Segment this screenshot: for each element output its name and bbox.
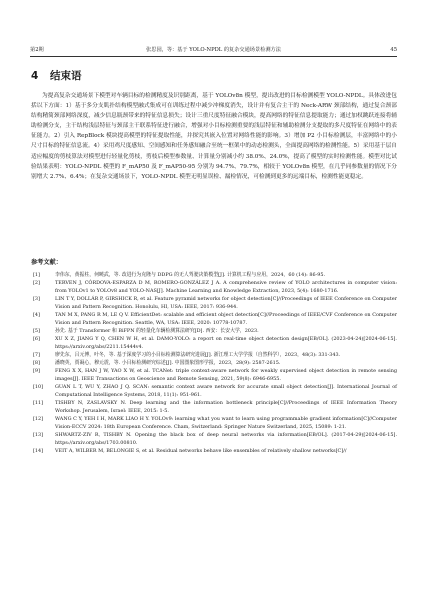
references-heading: 参考文献： xyxy=(31,259,62,266)
reference-item xyxy=(31,415,397,431)
reference-item xyxy=(31,431,397,447)
reference-index: [11] xyxy=(33,400,44,406)
reference-text: 孙先. 基于 Transformer 和 BiFPN 的轻量化车辆检测算法研究[D]. 西安：长安大学，2023. xyxy=(55,328,259,334)
conclusion-paragraph: 为提高复杂交通场景下模型对车辆目标的检测精度及识别距离，基于 YOLOv8n 模型，提出改进的目标检测模型 YOLO-NPDL。具体改进包括以下方面：1）基于多分支肌扑结构模型融式集成可在训练过程中减少冲梯度消失，设计并有复合主干的 Neck-ARW 颈部结构，通过复合颈部结构精简颈部网络深度，减少信息瓶颈带来的特征信息损失；设计三重尺度特征融合模块，提高网络的特征信息提取能力；通过加权跳跃连接将辅助检测分支，主干结构浅层特征与颈部主干联系特征进行融合，增强对小目标检测重要的浅层特征和辅助检测分支提取的多尺度特征在网络中的表征能力。2）引入 RepBlock 模块提高模型的特征提取性能，并探究其嵌入位置对网络性能的影响。3）增加 P2 小目标检测层，丰富网络中的小尺寸目标的特征信息流。4）采用鸡尺度感知、空间感知和任务感知融合至统一框架中的动态检测头，全面提高网络的检测性能。5）采用基于层自适应幅度的剪枝算法对模型进行轻量化剪枝，剪枝后模型参数量、计算量分别减小约 38.0%、24.0%，提高了模型的实时检测性能。模型对比试验结果表明：YOLO-NPDL 模型的 F_mAP50 及 F_mAP50-95 分别为 94.7%、79.7%，相较于 YOLOv8n 模型，在几乎同参数量的情况下分别增大 2.7%、6.4%；在复杂交通场景下，YOLO-NPDL 模型无明显误检、漏检情况，可检测到更多的远端目标，检测性能更稳定。 xyxy=(31,93,397,180)
running-title: 张思园，等：基于 YOLO-NPDL 的复杂交通场景检测方法 xyxy=(146,47,281,53)
section-title: 结束语 xyxy=(49,70,82,82)
reference-index: [9] xyxy=(33,368,40,374)
reference-index: [5] xyxy=(33,328,40,334)
reference-index: [1] xyxy=(33,272,40,278)
reference-item xyxy=(31,279,397,295)
reference-item xyxy=(31,327,397,335)
reference-index: [8] xyxy=(33,360,40,366)
section-heading xyxy=(31,68,81,83)
reference-list xyxy=(31,271,397,455)
reference-item xyxy=(31,399,397,415)
reference-index: [7] xyxy=(33,352,40,358)
reference-text: LIN T Y, DOLLÁR P, GIRSHICK R, et al. Feature pyramid networks for object detection[C]//Proceedings of IEEE Conference on Computer Vision and Pattern Recognition. Honolulu, HI, USA: IEEE, 2017: 936-944. xyxy=(55,296,397,310)
reference-item xyxy=(31,359,397,367)
issue-label: 第2期 xyxy=(30,47,44,53)
reference-text: TERVEN J, CÓRDOVA-ESPARZA D M, ROMERO-GONZÁLEZ J A. A comprehensive review of YOLO architectures in computer vision: from YOLOv1 to YOLOv8 and YOLO-NAS[J]. Machine Learning and Knowledge Extraction, 2023, 5(4): 1680-1716. xyxy=(55,280,397,294)
reference-text: TAN M X, PANG R M, LE Q V. EfficientDet: scalable and efficient object detection[C]//Proceedings of IEEE/CVF Conference on Computer Vision and Pattern Recognition. Seattle, WA, USA: IEEE, 2020: 10778-10787. xyxy=(55,312,397,326)
running-header xyxy=(30,44,397,57)
reference-text: XU X Z, JIANG Y Q, CHEN W H, et al. DAMO-YOLO: a report on real-time object detection design[EB/OL]. (2023-04-24)[2024-06-15]. https://arxiv.org/abs/2211.15444v4. xyxy=(55,336,397,350)
reference-index: [6] xyxy=(33,336,40,342)
reference-text: 廖先东，吕元博，叶冬，等. 基于深度学习的小目标检测算法研究进展[J]. 浙江理工大学学报（自然科学），2023，48(3): 331-343. xyxy=(55,352,341,358)
reference-text: 李伟东，黄振柱，何曉武，等. 改进行为克隆与 DDPG 的无人驾驶决策模型[J]. 计算机工程与应用，2024，60 (14): 86-95. xyxy=(55,272,325,278)
reference-text: VEIT A, WILBER M, BELONGIE S, et al. Residual networks behave like ensembles of relatively shallow networks[C]// xyxy=(55,448,347,454)
reference-item xyxy=(31,351,397,359)
reference-item xyxy=(31,383,397,399)
reference-index: [14] xyxy=(33,448,44,454)
reference-item xyxy=(31,447,397,455)
reference-text: WANG C Y, YEH I H, MARK LIAO H Y. YOLOv9: learning what you want to learn using programmable gradient information[C]//Computer Vision-ECCV 2024: 18th European Conference. Cham, Switzerland: Springer Nature Switzerland, 2025, 15089: 1-21. xyxy=(55,416,397,430)
reference-item xyxy=(31,335,397,351)
reference-index: [13] xyxy=(33,432,44,438)
reference-item xyxy=(31,367,397,383)
reference-index: [4] xyxy=(33,312,40,318)
reference-item xyxy=(31,311,397,327)
reference-text: 潘晓英，贾凝心，穆元震，等. 小目标检测研究综述[J]. 中国图象图形学报，2023，28(9): 2587-2615. xyxy=(55,360,281,366)
reference-text: SHWARTZ-ZIV R, TISHBY N. Opening the black box of deep neural networks via information[EB/OL]. (2017-04-29)[2024-06-15]. https://arxiv.org/abs/1703.00810. xyxy=(55,432,397,446)
reference-index: [3] xyxy=(33,296,40,302)
page-number: 45 xyxy=(390,47,397,53)
reference-text: TISHBY N, ZASLAVSKY N. Deep learning and the information bottleneck principle[C]//Proceedings of IEEE Information Theory Workshop. Jerusalem, Israel: IEEE, 2015: 1-5. xyxy=(55,400,397,414)
section-number: 4 xyxy=(31,70,39,82)
reference-item xyxy=(31,271,397,279)
reference-index: [12] xyxy=(33,416,44,422)
reference-text: GUAN L T, WU Y, ZHAO J Q. SCAN: semantic context aware network for accurate small object detection[J]. International Journal of Computational Intelligence Systems, 2018, 11(1): 951-961. xyxy=(55,384,397,398)
reference-text: FENG X X, HAN J W, YAO X W, et al. TCANet: triple context-aware network for weakly supervised object detection in remote sensing images[J]. IEEE Transactions on Geoscience and Remote Sensing, 2021, 59(8): 6946-6955. xyxy=(55,368,397,382)
reference-item xyxy=(31,295,397,311)
reference-index: [2] xyxy=(33,280,40,286)
reference-index: [10] xyxy=(33,384,44,390)
